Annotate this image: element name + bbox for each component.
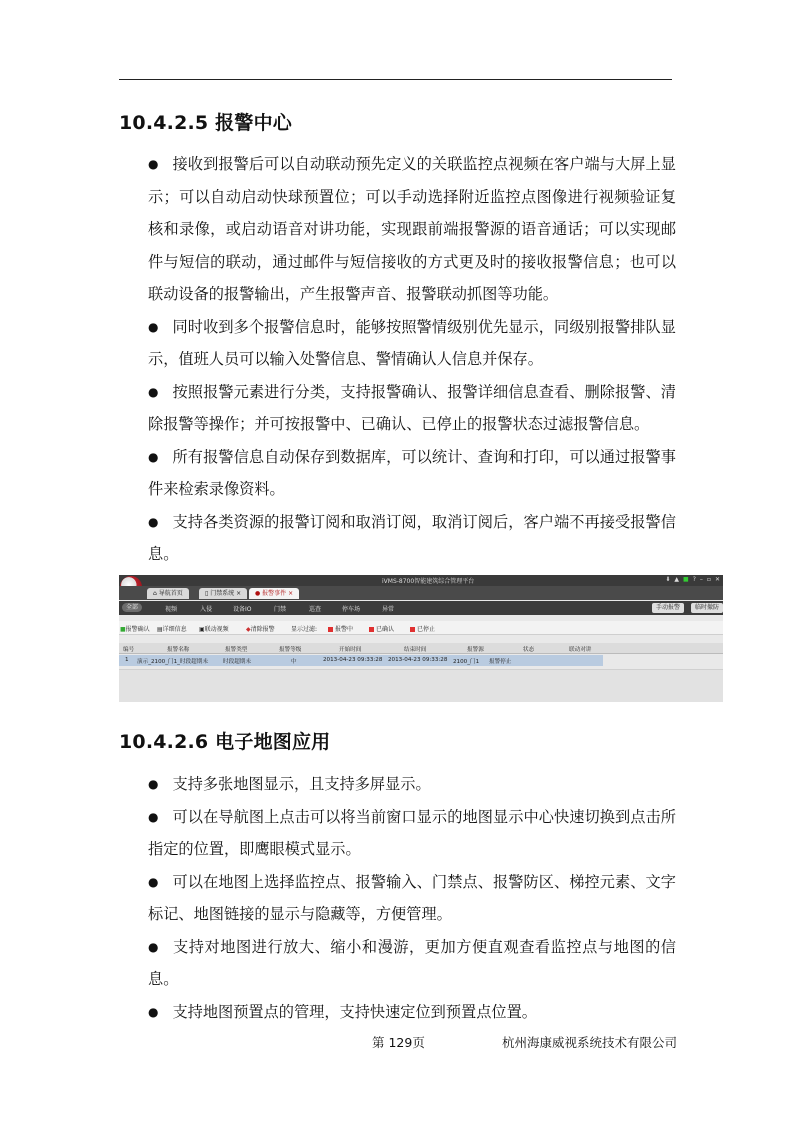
- menu-item-exception[interactable]: 异常: [382, 606, 395, 613]
- bullet-item: ● 接收到报警后可以自动联动预先定义的关联监控点视频在客户端与大屏上显示；可以自动启动快球预置位；可以手动选择附近监控点图像进行视频验证复核和录像，或启动语音对讲功能，实现跟前端报警源的语音通话；可以实现邮件与短信的联动，通过邮件与短信接收的方式更及时的接收报警信息；也可以联动设备的报警输出，产生报警声音、报警联动抓图等功能。: [148, 148, 676, 311]
- home-icon: ⌂: [153, 590, 159, 597]
- e-map-bullet-list: [148, 768, 676, 1028]
- column-header[interactable]: 报警名称: [167, 647, 190, 653]
- section-heading-e-map: 10.4.2.6 电子地图应用: [119, 731, 331, 753]
- alarm-table-header: [119, 643, 723, 654]
- window-controls: [665, 576, 720, 583]
- window-titlebar: [119, 575, 723, 586]
- menu-item-all[interactable]: 全部: [122, 603, 142, 612]
- alarm-icon: ●: [255, 590, 263, 597]
- bullet-item: ● 可以在地图上选择监控点、报警输入、门禁点、报警防区、梯控元素、文字标记、地图链接的显示与隐藏等，方便管理。: [148, 866, 676, 931]
- door-icon: ▯: [205, 590, 211, 597]
- check-icon: ■: [120, 626, 126, 633]
- tab-close-icon[interactable]: ×: [286, 590, 294, 597]
- tool-label: 报警中: [335, 626, 354, 633]
- column-header[interactable]: 编号: [123, 647, 135, 653]
- filter-stopped-checkbox[interactable]: [410, 624, 435, 633]
- filter-confirmed-checkbox[interactable]: [369, 624, 394, 633]
- column-header[interactable]: 联动对讲: [569, 647, 592, 653]
- status-icon[interactable]: ■: [683, 576, 689, 583]
- alarm-toolbar: [119, 621, 723, 635]
- table-cell: 2013-04-23 09:33:28: [323, 657, 383, 663]
- bullet-item: ● 支持对地图进行放大、缩小和漫游，更加方便直观查看监控点与地图的信息。: [148, 931, 676, 996]
- tool-label: 详细信息: [162, 626, 187, 633]
- bullet-item: ● 按照报警元素进行分类，支持报警确认、报警详细信息查看、删除报警、清除报警等操作；并可按报警中、已确认、已停止的报警状态过滤报警信息。: [148, 376, 676, 441]
- section-heading-alarm-center: 10.4.2.5 报警中心: [119, 112, 292, 134]
- tab-label: 导航首页: [158, 590, 183, 597]
- bullet-item: ● 支持各类资源的报警订阅和取消订阅，取消订阅后，客户端不再接受报警信息。: [148, 506, 676, 571]
- temp-disarm-button[interactable]: 临时撤防: [691, 603, 723, 613]
- tab-bar: [119, 586, 723, 600]
- checkbox-icon: [328, 627, 333, 632]
- checkbox-icon: [410, 627, 415, 632]
- bullet-item: ● 所有报警信息自动保存到数据库，可以统计、查询和打印，可以通过报警事件来检索录像资料。: [148, 441, 676, 506]
- table-row[interactable]: [119, 655, 603, 666]
- video-icon: ▣: [199, 626, 205, 633]
- page-number: 第 129页: [372, 1035, 425, 1050]
- tab-label: 门禁系统: [210, 590, 235, 597]
- tool-label: 已确认: [376, 626, 395, 633]
- checkbox-icon: [369, 627, 374, 632]
- bullet-item: ● 同时收到多个报警信息时，能够按照警情级别优先显示，同级别报警排队显示，值班人员可以输入处警信息、警情确认人信息并保存。: [148, 311, 676, 376]
- tab-alarm-events[interactable]: [249, 588, 299, 599]
- table-cell: 中: [291, 659, 297, 665]
- header-rule: [119, 79, 672, 80]
- tab-label: 报警事件: [262, 590, 287, 597]
- doc-icon: ▤: [157, 626, 163, 633]
- column-header[interactable]: 报警类型: [225, 647, 248, 653]
- help-icon[interactable]: ?: [692, 576, 696, 583]
- table-cell: 1: [125, 657, 129, 663]
- tab-access-control[interactable]: [199, 588, 247, 599]
- table-cell: 演示_2100_门1_时段超期未: [137, 659, 208, 665]
- alarm-type-menu: [119, 601, 723, 615]
- display-filter-label: 显示过滤:: [291, 626, 318, 633]
- window-title: iVMS-8700智能建筑综合管理平台: [382, 578, 475, 585]
- column-header[interactable]: 开始时间: [339, 647, 362, 653]
- manual-alarm-button[interactable]: 手动报警: [652, 603, 684, 613]
- menu-item-video[interactable]: 视频: [165, 606, 178, 613]
- menu-item-intrusion[interactable]: 入侵: [200, 606, 213, 613]
- bullet-item: ● 支持多张地图显示，且支持多屏显示。: [148, 768, 676, 801]
- column-header[interactable]: 结束时间: [404, 647, 427, 653]
- eraser-icon: ◆: [246, 626, 251, 633]
- tool-label: 联动视频: [204, 626, 229, 633]
- column-header[interactable]: 状态: [523, 647, 535, 653]
- clear-alarm-button[interactable]: [246, 624, 275, 633]
- tool-label: 报警确认: [125, 626, 150, 633]
- bullet-item: ● 支持地图预置点的管理，支持快速定位到预置点位置。: [148, 996, 676, 1029]
- warning-icon[interactable]: ▲: [674, 576, 680, 583]
- confirm-alarm-button[interactable]: [120, 624, 150, 633]
- tab-close-icon[interactable]: ×: [234, 590, 242, 597]
- table-cell: 2013-04-23 09:33:28: [388, 657, 448, 663]
- tab-home[interactable]: [147, 588, 189, 599]
- menu-item-parking[interactable]: 停车场: [342, 606, 361, 613]
- column-header[interactable]: 报警等级: [279, 647, 302, 653]
- close-icon[interactable]: ✕: [714, 576, 720, 583]
- download-icon[interactable]: ⬇: [665, 576, 671, 583]
- bullet-item: ● 可以在导航图上点击可以将当前窗口显示的地图显示中心快速切换到点击所指定的位置，即鹰眼模式显示。: [148, 801, 676, 866]
- minimize-icon[interactable]: –: [699, 576, 703, 583]
- alarm-center-bullet-list: [148, 148, 676, 571]
- company-name: 杭州海康威视系统技术有限公司: [502, 1035, 678, 1050]
- alarm-event-screenshot: [119, 575, 723, 702]
- menu-item-patrol[interactable]: 巡查: [309, 606, 322, 613]
- filter-alarming-checkbox[interactable]: [328, 624, 353, 633]
- menu-item-device-io[interactable]: 设备IO: [233, 606, 252, 613]
- table-empty-area: [119, 669, 723, 702]
- detail-info-button[interactable]: [157, 624, 187, 633]
- linked-video-button[interactable]: [199, 624, 229, 633]
- table-cell: 2100_门1: [453, 659, 480, 665]
- tool-label: 清除报警: [250, 626, 275, 633]
- table-cell: 时段超期未: [223, 659, 251, 665]
- column-header[interactable]: 报警源: [467, 647, 484, 653]
- menu-item-access[interactable]: 门禁: [274, 606, 287, 613]
- restore-icon[interactable]: ▫: [706, 576, 711, 583]
- tool-label: 已停止: [417, 626, 436, 633]
- table-cell: 报警停止: [489, 659, 512, 665]
